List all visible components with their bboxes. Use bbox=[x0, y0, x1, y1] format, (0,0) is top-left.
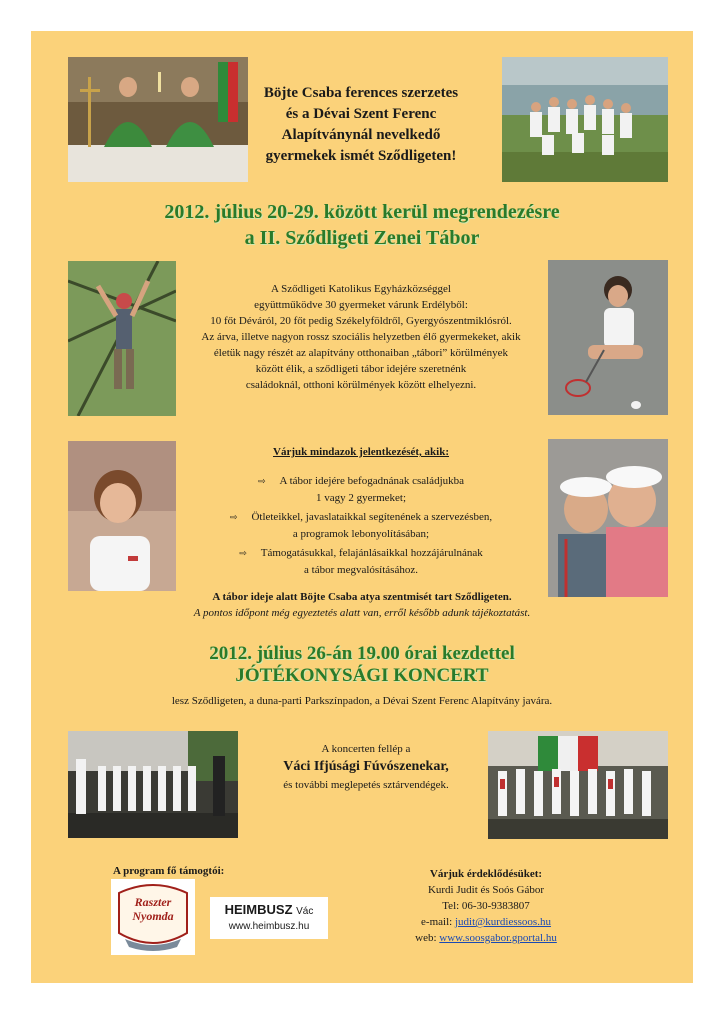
arrow-icon: ⇨ bbox=[257, 477, 266, 487]
applicants-heading: Várjuk mindazok jelentkezését, akik: bbox=[273, 446, 449, 458]
camp-headline: 2012. július 20-29. között kerül megrendezésre a II. Sződligeti Zenei Tábor bbox=[164, 201, 560, 249]
poster bbox=[31, 31, 693, 983]
applicant-item-1: ⇨ A tábor idejére befogadnának családjukba 1 vagy 2 gyermeket; bbox=[257, 475, 465, 504]
header-text: Böjte Csaba ferences szerzetes és a Dévai Szent Ferenc Alapítványnál nevelkedő gyermekek ismét Sződligeten! bbox=[263, 85, 459, 164]
concert-location: lesz Sződligeten, a duna-parti Parkszínpadon, a Dévai Szent Ferenc Alapítvány javára. bbox=[171, 695, 553, 707]
photo-smiling-girl bbox=[68, 441, 176, 591]
photo-children-group-lake bbox=[502, 57, 668, 182]
heimbusz-logo: HEIMBUSZ Vác www.heimbusz.hu bbox=[210, 897, 328, 939]
arrow-icon: ⇨ bbox=[229, 513, 238, 523]
photo-child-climbing bbox=[68, 261, 176, 416]
photo-children-performing bbox=[488, 731, 668, 839]
web-link[interactable]: www.soosgabor.gportal.hu bbox=[439, 932, 557, 944]
arrow-icon: ⇨ bbox=[239, 549, 247, 559]
applicant-item-3: ⇨ Támogatásukkal, felajánlásaikkal hozzájárulnának a tábor megvalósításához. bbox=[239, 547, 483, 576]
applicant-item-2: ⇨ Ötleteikkel, javaslataikkal segítenének a szervezésben, a programok lebonyolításában; bbox=[229, 511, 493, 540]
photo-priests-at-altar bbox=[68, 57, 248, 182]
mass-info: A tábor ideje alatt Böjte Csaba atya szentmisét tart Sződligeten. A pontos időpont még egyeztetés alatt van, erről később adunk tájékoztatást. bbox=[193, 591, 531, 619]
sponsors-label: A program fő támogtói: bbox=[113, 865, 225, 877]
concert-headline: 2012. július 26-án 19.00 órai kezdettel JÓTÉKONYSÁGI KONCERT bbox=[209, 643, 515, 686]
performers-text: A koncerten fellép a Váci Ifjúsági Fúvószenekar, és további meglepetés sztárvendégek. bbox=[283, 743, 449, 791]
raszter-nyomda-logo: Raszter Nyomda bbox=[111, 879, 195, 955]
photo-girl-badminton bbox=[548, 260, 668, 415]
photo-choir-stage bbox=[68, 731, 238, 838]
email-link[interactable]: judit@kurdiessoos.hu bbox=[454, 916, 551, 928]
photo-boys-with-caps bbox=[548, 439, 668, 597]
applicants-section bbox=[181, 444, 541, 578]
intro-paragraph: A Sződligeti Katolikus Egyházközséggel együttműködve 30 gyermeket várunk Erdélyből: 10 főt Déváról, 20 főt pedig Székelyföldről, Gyergyószentmiklósról. Az árva, illetve nagyon rossz szociális helyzetben élő gyermekeket, akik életük nagy részét az alapítvány otthonaiban „tábori” körülmények között élik, a sződligeti tábor idejére szeretnénk családoknál, otthoni körülmények között elhelyezni. bbox=[201, 283, 521, 391]
contact-block: Várjuk érdeklődésüket: Kurdi Judit és Soós Gábor Tel: 06-30-9383807 e-mail: judit@kurdiessoos.hu web: www.soosgabor.gportal.hu bbox=[415, 868, 557, 944]
